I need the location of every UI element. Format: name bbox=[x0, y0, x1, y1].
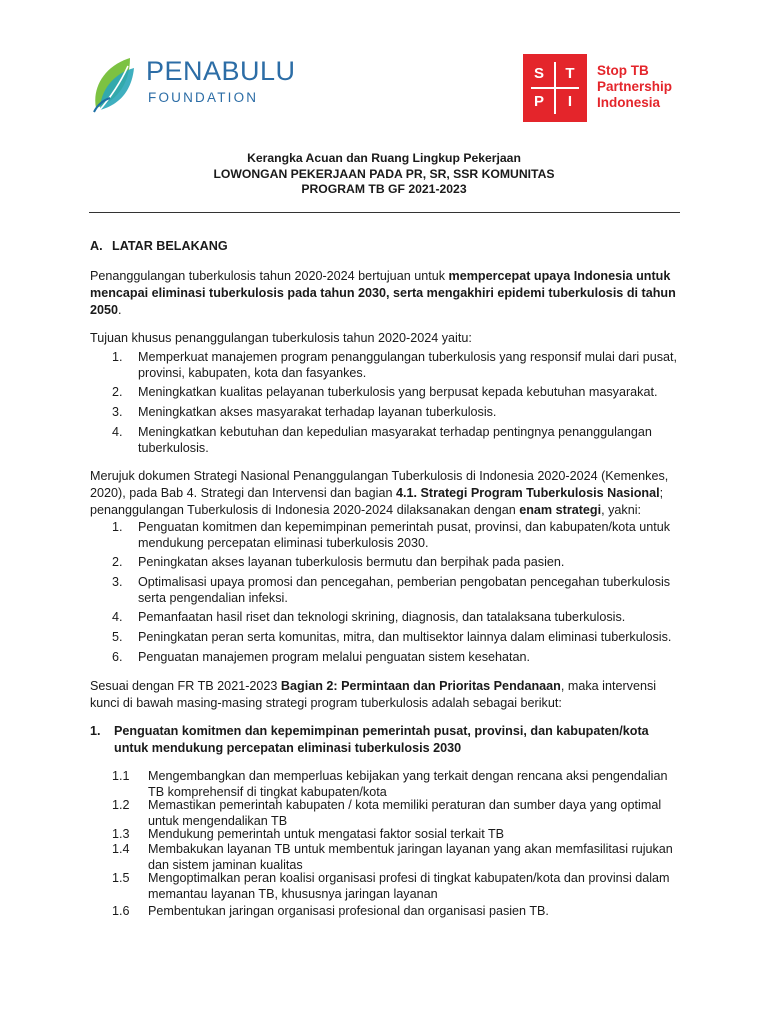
title-line-1: Kerangka Acuan dan Ruang Lingkup Pekerjaan bbox=[247, 151, 521, 165]
text-run: ; penanggulangan Tuberkulosis di Indonesia 2020-2024 dilaksanakan dengan bbox=[90, 486, 664, 517]
section-number: A. bbox=[90, 239, 103, 253]
text-run: , yakni: bbox=[601, 503, 642, 517]
text-run: , maka intervensi kunci di bawah masing-masing strategi program tuberkulosis adalah sebagai berikut: bbox=[90, 679, 657, 710]
stpi-letter: S bbox=[533, 65, 544, 82]
list-text: Pemanfaatan hasil riset dan teknologi skrining, diagnosis, dan tatalaksana tuberkulosis. bbox=[138, 610, 626, 624]
heading-text: Penguatan komitmen dan kepemimpinan pemerintah pusat, provinsi, dan kabupaten/kota untuk mendukung percepatan eliminasi tuberkulosis 2030 bbox=[114, 724, 649, 755]
list-text: Memastikan pemerintah kabupaten / kota memiliki peraturan dan sumber daya yang optimal untuk mengendalikan TB bbox=[148, 798, 662, 828]
text-run: . bbox=[118, 303, 122, 317]
heading-number: 1. bbox=[90, 724, 101, 738]
list-text: Membakukan layanan TB untuk membentuk jaringan layanan yang akan memfasilitasi rujukan dan sistem jaminan kualitas bbox=[148, 842, 673, 872]
list-number: 1.2 bbox=[112, 798, 130, 812]
section-heading bbox=[90, 239, 228, 253]
text-run: Penanggulangan tuberkulosis tahun 2020-2024 bertujuan untuk bbox=[90, 269, 449, 283]
text-run-bold: mempercepat upaya Indonesia untuk mencapai eliminasi tuberkulosis pada tahun 2030, serta mengakhiri epidemi tuberkulosis di tahun 2050 bbox=[90, 269, 676, 317]
logo-word: PENABULU bbox=[146, 56, 296, 86]
list-text: Peningkatan peran serta komunitas, mitra, dan multisektor lainnya dalam eliminasi tuberkulosis. bbox=[138, 630, 672, 644]
list-number: 4. bbox=[112, 610, 123, 624]
title-line-3: PROGRAM TB GF 2021-2023 bbox=[301, 182, 467, 196]
list-number: 1. bbox=[112, 520, 123, 534]
list-number: 2. bbox=[112, 385, 123, 399]
paragraph-4 bbox=[90, 678, 680, 712]
list-text: Mengembangkan dan memperluas kebijakan yang terkait dengan rencana aksi pengendalian TB komprehensif di tingkat kabupaten/kota bbox=[148, 769, 668, 799]
list-number: 3. bbox=[112, 405, 123, 419]
stpi-logo bbox=[523, 54, 693, 122]
stpi-letter: P bbox=[533, 93, 544, 110]
list-text: Pembentukan jaringan organisasi profesional dan organisasi pasien TB. bbox=[148, 904, 549, 918]
divider bbox=[89, 212, 680, 213]
text-run: Sesuai dengan FR TB 2021-2023 bbox=[90, 679, 281, 693]
list-number: 3. bbox=[112, 575, 123, 589]
document-title bbox=[0, 151, 768, 198]
list-text: Mendukung pemerintah untuk mengatasi faktor sosial terkait TB bbox=[148, 827, 505, 841]
list-text: Mengoptimalkan peran koalisi organisasi profesi di tingkat kabupaten/kota dan provinsi dalam memantau layanan TB, khususnya jaringan layanan bbox=[148, 871, 670, 901]
list-number: 1.1 bbox=[112, 769, 130, 783]
leaf-icon bbox=[90, 54, 140, 114]
text-run-bold: enam strategi bbox=[519, 503, 602, 517]
list-number: 4. bbox=[112, 425, 123, 439]
stpi-letter: I bbox=[567, 93, 573, 110]
stpi-name-line: Stop TB bbox=[597, 63, 649, 78]
stpi-mark bbox=[523, 54, 587, 122]
stpi-name-line: Partnership bbox=[597, 79, 673, 94]
list-number: 1. bbox=[112, 350, 123, 364]
stpi-name bbox=[597, 63, 672, 111]
list-text: Meningkatkan akses masyarakat terhadap layanan tuberkulosis. bbox=[138, 405, 497, 419]
list-text: Penguatan komitmen dan kepemimpinan pemerintah pusat, provinsi, dan kabupaten/kota untuk mendukung percepatan eliminasi tuberkulosis 2030. bbox=[138, 520, 671, 550]
list-text: Memperkuat manajemen program penanggulangan tuberkulosis yang responsif mulai dari pusat, provinsi, kabupaten, kota dan fasyankes. bbox=[138, 350, 678, 380]
stpi-letter: T bbox=[565, 65, 575, 82]
list-number: 1.3 bbox=[112, 827, 130, 841]
list-number: 6. bbox=[112, 650, 123, 664]
title-line-2: LOWONGAN PEKERJAAN PADA PR, SR, SSR KOMUNITAS bbox=[213, 166, 555, 181]
list-number: 1.5 bbox=[112, 871, 130, 885]
paragraph-1 bbox=[90, 268, 680, 319]
section-label: LATAR BELAKANG bbox=[112, 239, 228, 253]
penabulu-logo bbox=[90, 54, 296, 114]
list-text: Optimalisasi upaya promosi dan pencegahan, pemberian pengobatan pencegahan tuberkulosis serta pengendalian infeksi. bbox=[138, 575, 671, 605]
list-number: 1.6 bbox=[112, 904, 130, 918]
list-text: Peningkatan akses layanan tuberkulosis bermutu dan berpihak pada pasien. bbox=[138, 555, 565, 569]
list-number: 5. bbox=[112, 630, 123, 644]
text-run-bold: Bagian 2: Permintaan dan Prioritas Pendanaan bbox=[280, 679, 561, 693]
list-text: Penguatan manajemen program melalui penguatan sistem kesehatan. bbox=[138, 650, 531, 664]
text-run: Merujuk dokumen Strategi Nasional Penanggulangan Tuberkulosis di Indonesia 2020-2024 (Kemenkes, 2020), pada Bab 4. Strategi dan Intervensi dan bagian bbox=[90, 469, 669, 500]
list-number: 2. bbox=[112, 555, 123, 569]
paragraph-3 bbox=[90, 468, 680, 519]
text-run-bold: 4.1. Strategi Program Tuberkulosis Nasional bbox=[395, 486, 660, 500]
list-number: 1.4 bbox=[112, 842, 130, 856]
logo-subword: FOUNDATION bbox=[148, 90, 259, 105]
list-text: Meningkatkan kualitas pelayanan tuberkulosis yang berpusat kepada kebutuhan masyarakat. bbox=[138, 385, 658, 399]
stpi-name-line: Indonesia bbox=[597, 95, 661, 110]
paragraph-2: Tujuan khusus penanggulangan tuberkulosis tahun 2020-2024 yaitu: bbox=[90, 331, 472, 345]
list-text: Meningkatkan kebutuhan dan kepedulian masyarakat terhadap pentingnya penanggulangan tuberkulosis. bbox=[138, 425, 652, 455]
